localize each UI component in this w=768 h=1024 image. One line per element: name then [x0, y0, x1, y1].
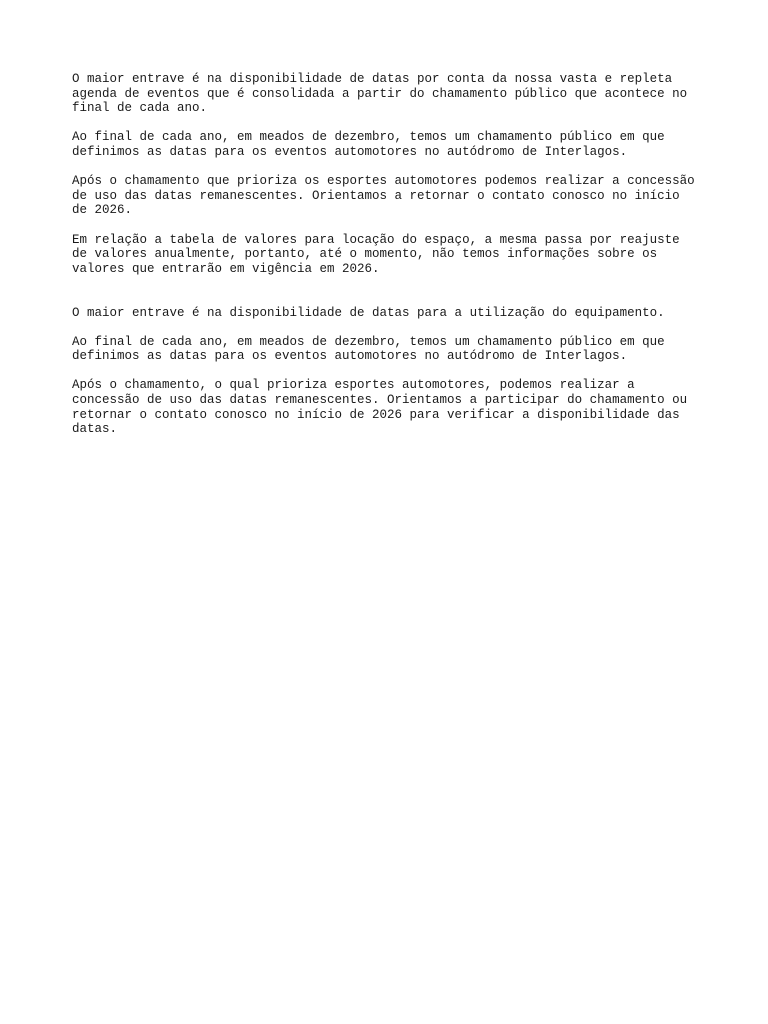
paragraph: O maior entrave é na disponibilidade de datas para a utilização do equipamento. [72, 305, 665, 320]
section-1 [72, 72, 712, 276]
section-2 [72, 306, 712, 437]
paragraph: Após o chamamento que prioriza os esportes automotores podemos realizar a concessão de uso das datas remanescentes. Orientamos a retornar o contato conosco no início de 2026. [72, 174, 695, 218]
section-divider [72, 291, 712, 306]
paragraph: Em relação a tabela de valores para locação do espaço, a mesma passa por reajuste de valores anualmente, portanto, até o momento, não temos informações sobre os valores que entrarão em vigência em 2026. [72, 232, 680, 276]
paragraph: Ao final de cada ano, em meados de dezembro, temos um chamamento público em que definimos as datas para os eventos automotores no autódromo de Interlagos. [72, 334, 665, 364]
paragraph: O maior entrave é na disponibilidade de datas por conta da nossa vasta e repleta agenda de eventos que é consolidada a partir do chamamento público que acontece no final de cada ano. [72, 72, 688, 116]
document-page [72, 72, 712, 451]
paragraph: Ao final de cada ano, em meados de dezembro, temos um chamamento público em que definimos as datas para os eventos automotores no autódromo de Interlagos. [72, 130, 665, 159]
paragraph: Após o chamamento, o qual prioriza esportes automotores, podemos realizar a concessão de uso das datas remanescentes. Orientamos a participar do chamamento ou retornar o contato conosco no início de 2026 para verificar a disponibilidade das datas. [72, 378, 688, 437]
